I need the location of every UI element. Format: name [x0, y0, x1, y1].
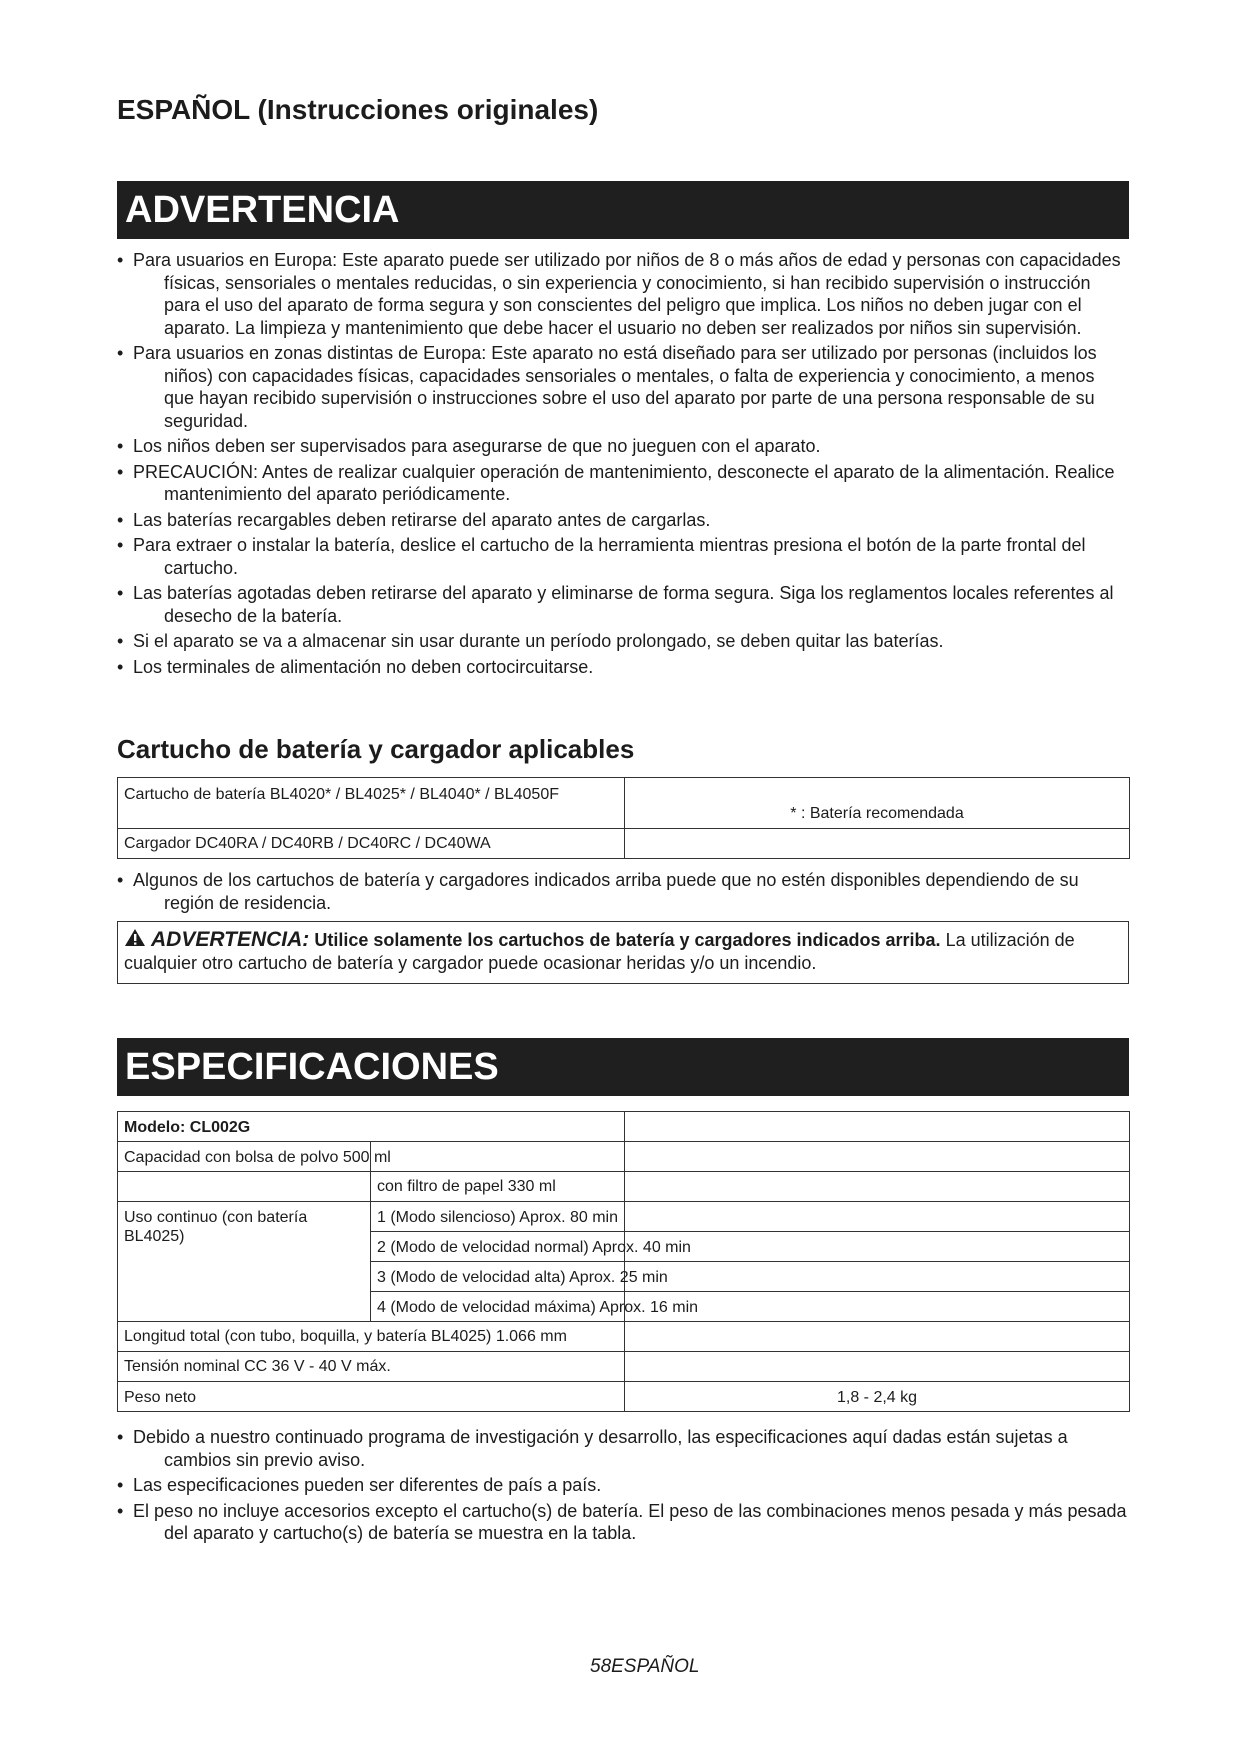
warning-item: • Si el aparato se va a almacenar sin usar durante un período prolongado, se deben quitar las baterías. [117, 630, 1129, 653]
battery-warning-box [117, 921, 1129, 984]
mode-row: 2 (Modo de velocidad normal) Aprox. 40 min [371, 1232, 625, 1262]
battery-section-heading: Cartucho de batería y cargador aplicables [117, 734, 635, 764]
empty-cell [625, 829, 1130, 859]
length-cell: Longitud total (con tubo, boquilla, y batería BL4025) 1.066 mm [118, 1322, 625, 1352]
weight-value: 1,8 - 2,4 kg [625, 1382, 1130, 1412]
empty-cell [371, 1142, 625, 1172]
recommended-note: * : Batería recomendada [625, 778, 1130, 829]
empty-cell [625, 1352, 1130, 1382]
capacity-filter: con filtro de papel 330 ml [371, 1172, 625, 1202]
warning-item: • Los niños deben ser supervisados para asegurarse de que no jueguen con el aparato. [117, 435, 1129, 458]
warning-item: • Las baterías agotadas deben retirarse del aparato y eliminarse de forma segura. Siga los reglamentos locales referentes al desecho de la batería. [117, 582, 1129, 627]
availability-list [117, 869, 1129, 914]
mode-row: 1 (Modo silencioso) Aprox. 80 min [371, 1202, 625, 1232]
mode-row: 4 (Modo de velocidad máxima) Aprox. 16 min [371, 1292, 625, 1322]
warning-item: • Para usuarios en Europa: Este aparato puede ser utilizado por niños de 8 o más años de edad y personas con capacidades físicas, sensoriales o mentales reducidas, o sin experiencia y conocimiento, si han recibido supervisión o instrucción para el uso del aparato de forma segura y son conscientes del peligro que implica. Los niños no deben jugar con el aparato. La limpieza y mantenimiento que debe hacer el usuario no deben ser realizados por niños sin supervisión. [117, 249, 1129, 339]
battery-cartridge-cell: Cartucho de batería BL4020* / BL4025* / BL4040* / BL4050F [118, 778, 625, 829]
voltage-cell: Tensión nominal CC 36 V - 40 V máx. [118, 1352, 625, 1382]
spec-note: • Debido a nuestro continuado programa de investigación y desarrollo, las especificaciones aquí dadas están sujetas a cambios sin previo aviso. [117, 1426, 1129, 1471]
warning-item: • Los terminales de alimentación no deben cortocircuitarse. [117, 656, 1129, 679]
charger-cell: Cargador DC40RA / DC40RB / DC40RC / DC40WA [118, 829, 625, 859]
spec-note: • El peso no incluye accesorios excepto el cartucho(s) de batería. El peso de las combinaciones menos pesada y más pesada del aparato y cartucho(s) de batería se muestra en la tabla. [117, 1500, 1129, 1545]
empty-cell [625, 1202, 1130, 1232]
mode-row: 3 (Modo de velocidad alta) Aprox. 25 min [371, 1262, 625, 1292]
warning-title: ADVERTENCIA: [151, 928, 310, 951]
battery-table [117, 777, 1130, 859]
model-cell: Modelo: CL002G [118, 1112, 625, 1142]
spec-notes-list [117, 1426, 1129, 1545]
warning-item: • Para extraer o instalar la batería, deslice el cartucho de la herramienta mientras presiona el botón de la parte frontal del cartucho. [117, 534, 1129, 579]
warning-item: • Para usuarios en zonas distintas de Europa: Este aparato no está diseñado para ser utilizado por personas (incluidos los niños) con capacidades físicas, capacidades sensoriales o mentales, o falta de experiencia y conocimiento, a menos que hayan recibido supervisión o instrucciones sobre el uso del aparato por parte de una persona responsable de su seguridad. [117, 342, 1129, 432]
page-heading: ESPAÑOL (Instrucciones originales) [117, 94, 599, 125]
empty-cell [118, 1172, 371, 1202]
specifications-table [117, 1111, 1130, 1412]
capacity-label: Capacidad con bolsa de polvo 500 ml [118, 1142, 371, 1172]
usage-label: Uso continuo (con batería BL4025) [118, 1202, 371, 1322]
empty-cell [625, 1322, 1130, 1352]
warning-text: La utilización de cualquier otro cartucho de batería y cargador puede ocasionar heridas y/o un incendio. [124, 930, 1075, 973]
warning-list [117, 249, 1129, 678]
empty-cell [625, 1112, 1130, 1142]
page-footer: 58ESPAÑOL [590, 1656, 700, 1677]
weight-label: Peso neto [118, 1382, 625, 1412]
warning-item: • PRECAUCIÓN: Antes de realizar cualquier operación de mantenimiento, desconecte el aparato de la alimentación. Realice mantenimiento del aparato periódicamente. [117, 461, 1129, 506]
warning-triangle-icon [124, 930, 151, 950]
warning-banner: ADVERTENCIA [117, 181, 1129, 239]
specifications-banner: ESPECIFICACIONES [117, 1038, 1129, 1096]
empty-cell [625, 1172, 1130, 1202]
spec-note: • Las especificaciones pueden ser diferentes de país a país. [117, 1474, 1129, 1497]
empty-cell [625, 1292, 1130, 1322]
warning-strong-text: Utilice solamente los cartuchos de batería y cargadores indicados arriba. [314, 930, 941, 950]
empty-cell [625, 1232, 1130, 1262]
empty-cell [625, 1262, 1130, 1292]
empty-cell [625, 1142, 1130, 1172]
warning-item: • Las baterías recargables deben retirarse del aparato antes de cargarlas. [117, 509, 1129, 532]
availability-note: • Algunos de los cartuchos de batería y cargadores indicados arriba puede que no estén disponibles dependiendo de su región de residencia. [117, 869, 1129, 914]
